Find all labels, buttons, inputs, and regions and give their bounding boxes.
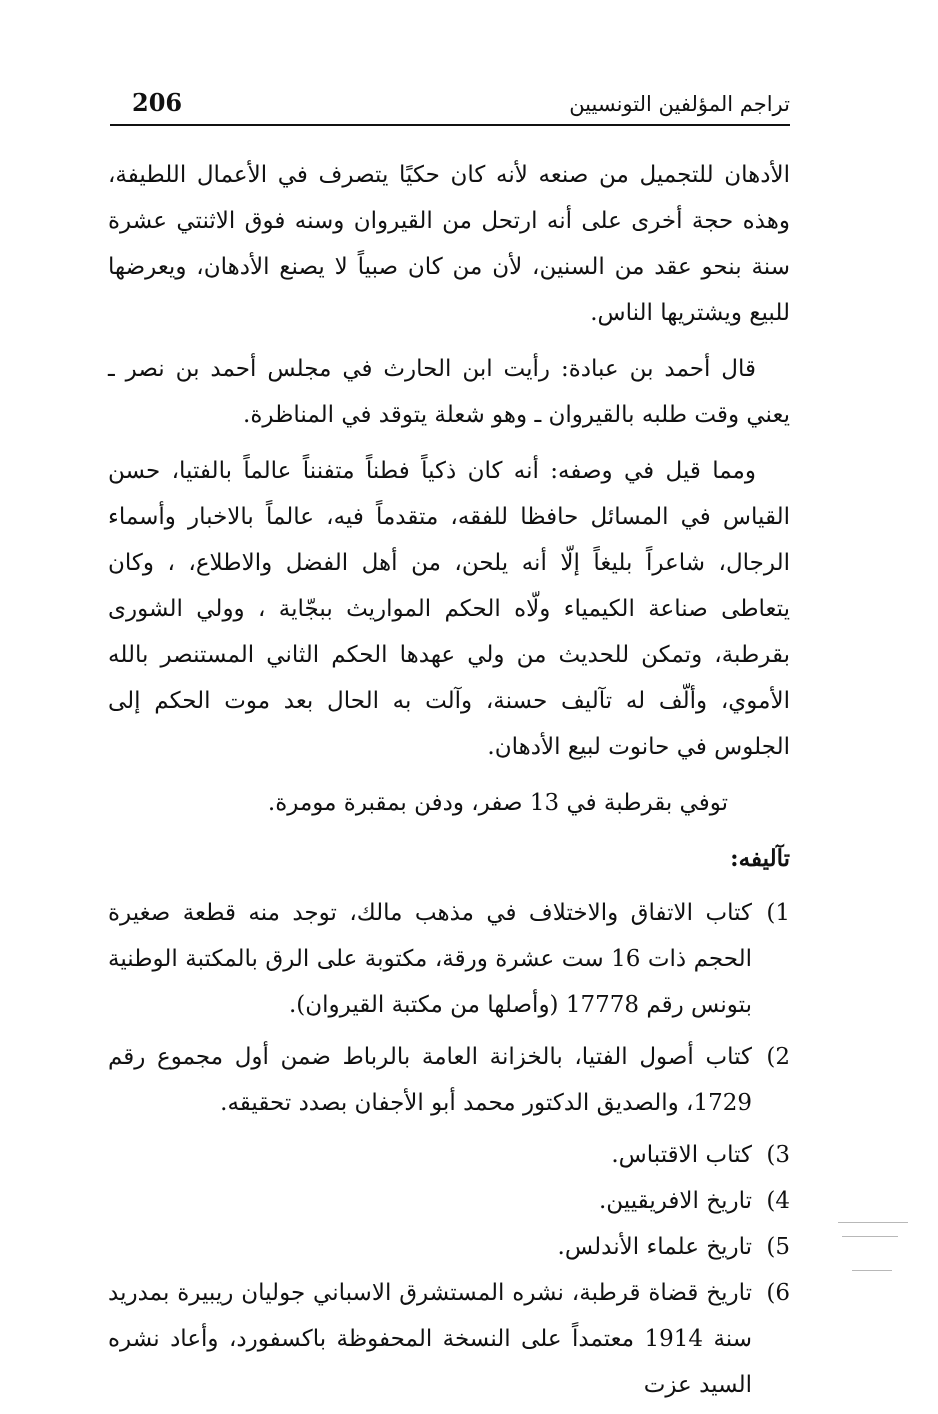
list-item-number: (6 xyxy=(766,1280,790,1306)
list-item-number: (1 xyxy=(766,900,790,926)
list-item-text: تاريخ علماء الأندلس. xyxy=(557,1234,752,1260)
list-item-number: (4 xyxy=(766,1188,790,1214)
list-item xyxy=(108,1270,790,1408)
list-item xyxy=(108,1224,790,1270)
list-item-number: (2 xyxy=(766,1044,790,1070)
page-body xyxy=(108,152,790,1414)
paragraph-description: ومما قيل في وصفه: أنه كان ذكياً فطناً متفنناً عالماً بالفتيا، حسن القياس في المسائل حافظا للفقه، متقدماً فيه، عالماً بالاخبار وأسماء الرجال، شاعراً بليغاً إلّا أنه يلحن، من أهل الفضل والاطلاع، ، وكان يتعاطى صناعة الكيمياء ولّاه الحكم المواريث ببجّاية ، وولي الشورى بقرطبة، وتمكن للحديث من ولي عهدها الحكم الثاني المستنصر بالله الأموي، وألّف له تآليف حسنة، وآلت به الحال بعد موت الحكم إلى الجلوس في حانوت لبيع الأدهان. xyxy=(108,458,790,760)
margin-mark xyxy=(852,1270,892,1271)
margin-mark xyxy=(838,1222,908,1223)
paragraph-quote: قال أحمد بن عبادة: رأيت ابن الحارث في مجلس أحمد بن نصر ـ يعني وقت طلبه بالقيروان ـ وهو شعلة يتوقد في المناظرة. xyxy=(108,356,790,428)
works-list xyxy=(108,890,790,1408)
list-item-text: تاريخ قضاة قرطبة، نشره المستشرق الاسباني جوليان ريبيرة بمدريد سنة 1914 معتمداً على النسخة المحفوظة باكسفورد، وأعاد نشره السيد عزت xyxy=(108,1280,752,1398)
list-item xyxy=(108,890,790,1028)
list-item xyxy=(108,1178,790,1224)
list-item-text: كتاب أصول الفتيا، بالخزانة العامة بالرباط ضمن أول مجموع رقم 1729، والصديق الدكتور محمد أبو الأجفان بصدد تحقيقه. xyxy=(108,1044,752,1116)
paragraph-death: توفي بقرطبة في 13 صفر، ودفن بمقبرة مومرة. xyxy=(267,790,728,816)
list-item xyxy=(108,1132,790,1178)
page-header xyxy=(110,84,790,126)
list-item-text: تاريخ الافريقيين. xyxy=(598,1188,752,1214)
section-title-works: تآليفه: xyxy=(730,845,790,872)
running-title: تراجم المؤلفين التونسيين xyxy=(569,92,790,116)
list-item-text: كتاب الاتفاق والاختلاف في مذهب مالك، توجد منه قطعة صغيرة الحجم ذات 16 ست عشرة ورقة، مكتوبة على الرق بالمكتبة الوطنية بتونس رقم 17778 (وأصلها من مكتبة القيروان). xyxy=(108,900,752,1018)
page-number: 206 xyxy=(132,88,183,117)
list-item-number: (5 xyxy=(766,1234,790,1260)
list-item xyxy=(108,1034,790,1126)
list-item-text: كتاب الاقتباس. xyxy=(611,1142,752,1168)
list-item-number: (3 xyxy=(766,1142,790,1168)
paragraph-continued: الأدهان للتجميل من صنعه لأنه كان حكيًا يتصرف في الأعمال اللطيفة، وهذه حجة أخرى على أنه ارتحل من القيروان وسنه فوق الاثنتي عشرة سنة بنحو عقد من السنين، لأن من كان صبياً لا يصنع الأدهان، ويعرضها للبيع ويشتريها الناس. xyxy=(108,162,790,326)
margin-mark xyxy=(842,1236,898,1237)
